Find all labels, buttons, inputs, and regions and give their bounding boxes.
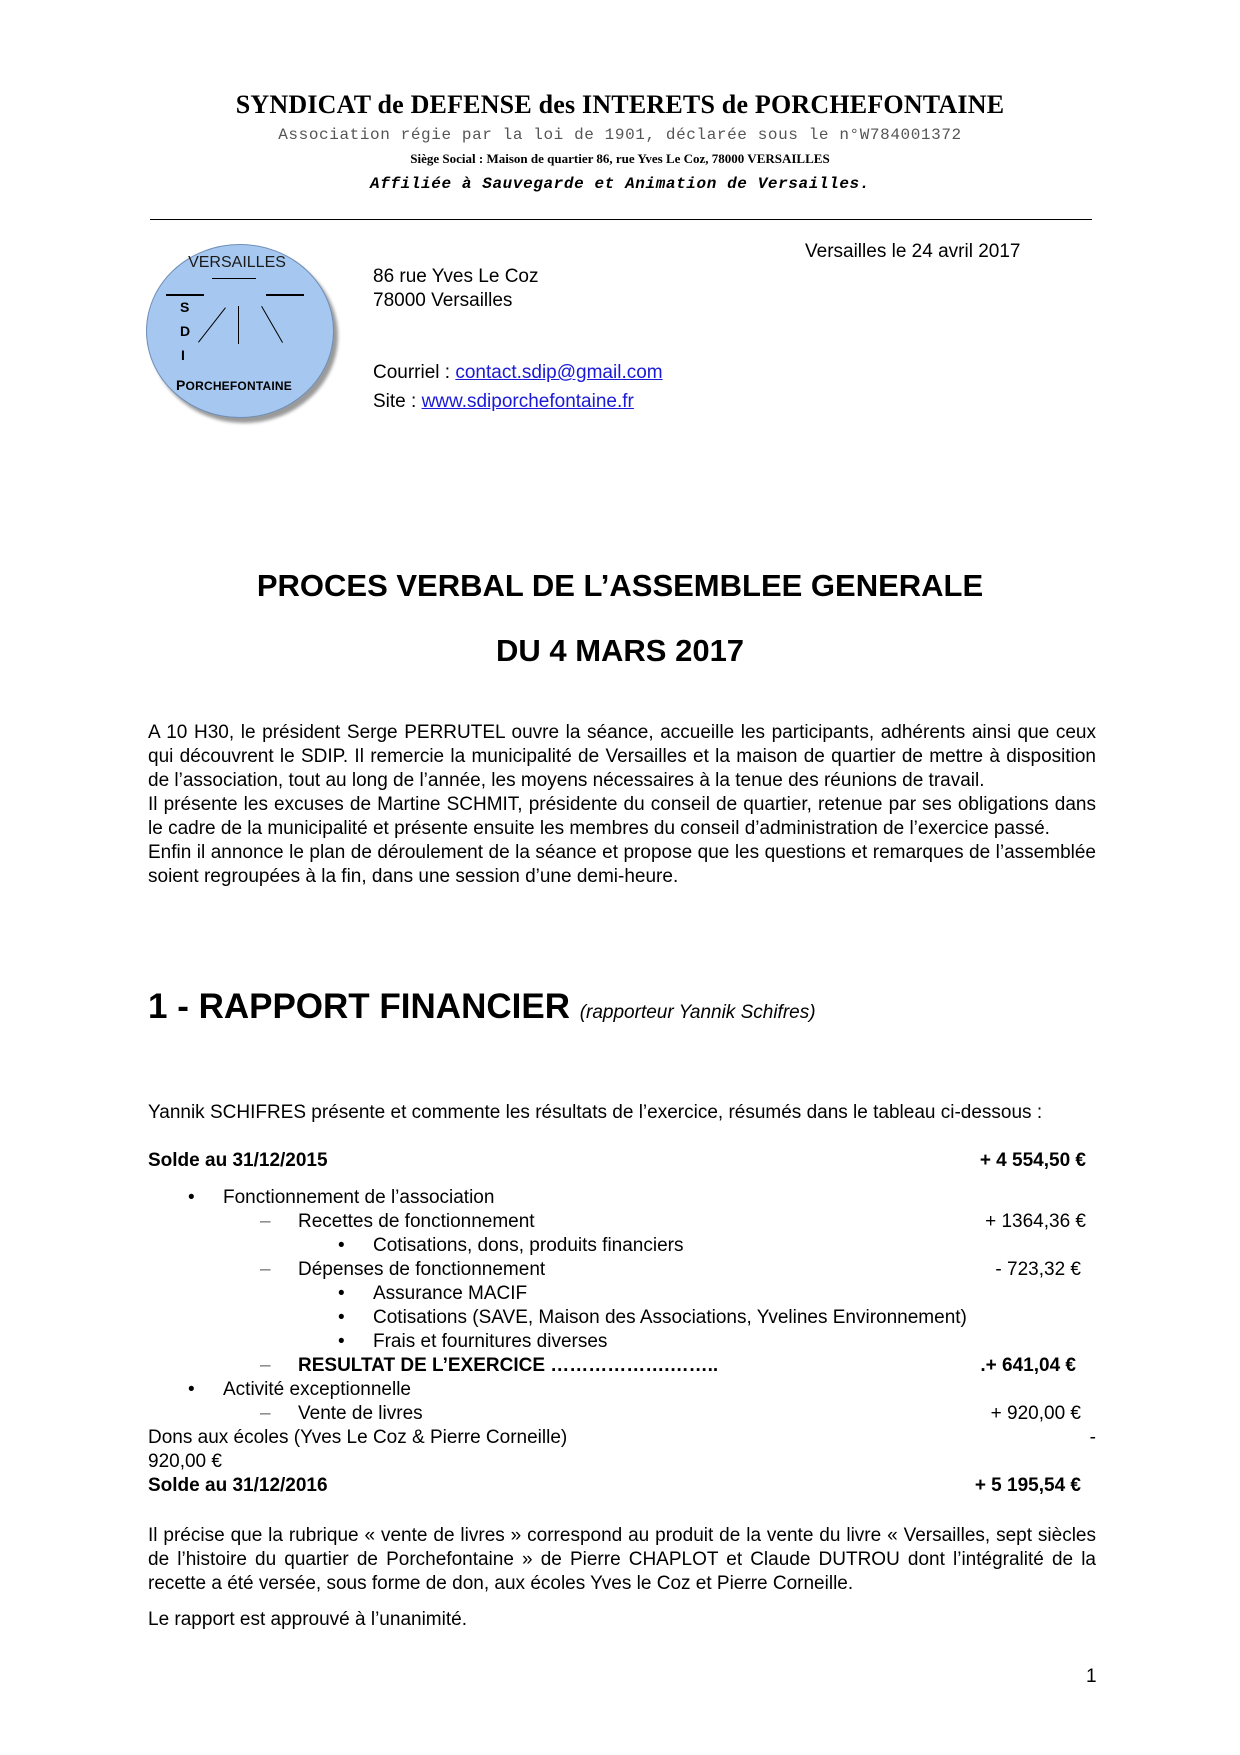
item-amount: - 723,32 € <box>995 1259 1081 1280</box>
dash-icon: – <box>260 1403 271 1424</box>
bullet-icon: • <box>338 1331 345 1352</box>
item-label: Cotisations, dons, produits financiers <box>373 1235 684 1256</box>
logo-top-text: VERSAILLES <box>188 254 286 271</box>
logo-bottom-text <box>176 377 292 393</box>
organization-name: SYNDICAT de DEFENSE des INTERETS de PORCHEFONTAINE <box>235 90 1005 119</box>
affiliation-line: Affiliée à Sauvegarde et Animation de Versailles. <box>370 175 870 193</box>
bullet-icon: • <box>188 1379 195 1400</box>
logo-letter-i: I <box>181 347 185 363</box>
list-item <box>148 1402 1096 1426</box>
section-title: 1 - RAPPORT FINANCIER <box>148 987 570 1026</box>
contact-city: 78000 Versailles <box>373 290 513 311</box>
logo-bottom-rest: ORCHEFONTAINE <box>185 379 292 393</box>
document-title-date: DU 4 MARS 2017 <box>495 633 745 668</box>
item-label: Cotisations (SAVE, Maison des Associations, Yvelines Environnement) <box>373 1307 967 1328</box>
item-label: Vente de livres <box>298 1403 423 1424</box>
item-label: Fonctionnement de l’association <box>223 1187 495 1208</box>
financial-intro: Yannik SCHIFRES présente et commente les résultats de l’exercice, résumés dans le tableau ci-dessous : <box>148 1102 1043 1123</box>
website-link[interactable]: www.sdiporchefontaine.fr <box>421 391 634 412</box>
logo-line <box>212 278 256 279</box>
site-label: Site : <box>373 391 422 412</box>
logo-bottom-initial: P <box>176 377 186 393</box>
section-rapporteur: (rapporteur Yannik Schifres) <box>579 1002 816 1023</box>
page-number: 1 <box>1086 1666 1097 1687</box>
logo-letter-s: S <box>180 299 190 315</box>
legal-registration: Association régie par la loi de 1901, déclarée sous le n°W784001372 <box>278 126 962 144</box>
donation-label: Dons aux écoles (Yves Le Coz & Pierre Corneille) <box>148 1427 568 1448</box>
email-label: Courriel : <box>373 362 456 383</box>
document-title: PROCES VERBAL DE L’ASSEMBLEE GENERALE <box>256 568 984 603</box>
item-label: Assurance MACIF <box>373 1283 528 1304</box>
balance-row-2016 <box>148 1474 1096 1498</box>
item-amount: + 1364,36 € <box>985 1211 1086 1232</box>
result-label: RESULTAT DE L’EXERCICE ……………….…….. <box>298 1355 719 1376</box>
logo-line <box>166 294 204 296</box>
logo-line <box>238 306 239 344</box>
bullet-icon: • <box>338 1235 345 1256</box>
head-office-address: Siège Social : Maison de quartier 86, rue Yves Le Coz, 78000 VERSAILLES <box>410 151 830 166</box>
contact-street: 86 rue Yves Le Coz <box>373 266 539 287</box>
dash-icon: – <box>260 1259 271 1280</box>
balance-row-2015 <box>148 1149 1096 1173</box>
list-item <box>148 1306 1096 1330</box>
dash-icon: – <box>260 1211 271 1232</box>
list-item <box>148 1210 1096 1234</box>
contact-email-line <box>373 362 663 384</box>
document-date: Versailles le 24 avril 2017 <box>805 241 1021 262</box>
sdip-logo <box>146 244 338 422</box>
list-item <box>148 1234 1096 1258</box>
donation-row <box>148 1426 1096 1450</box>
list-item <box>148 1282 1096 1306</box>
bullet-icon: • <box>188 1187 195 1208</box>
logo-line <box>266 294 304 296</box>
email-link[interactable]: contact.sdip@gmail.com <box>455 362 663 383</box>
item-label: Activité exceptionnelle <box>223 1379 411 1400</box>
item-label: Recettes de fonctionnement <box>298 1211 535 1232</box>
intro-paragraph: A 10 H30, le président Serge PERRUTEL ouvre la séance, accueille les participants, adhérents ainsi que ceux qui découvrent le SDIP. Il remercie la municipalité de Versailles et la maison de quartier de mettre à disposition de l’association, tout au long de l’année, les moyens nécessaires à la tenue des réunions de travail. Il présente les excuses de Martine SCHMIT, présidente du conseil de quartier, retenue par ses obligations dans le cadre de la municipalité et présente ensuite les membres du conseil d’administration de l’exercice passé. Enfin il annonce le plan de déroulement de la séance et propose que les questions et remarques de l’assemblée soient regroupées à la fin, dans une session d’une demi-heure. <box>148 722 1096 887</box>
bullet-icon: • <box>338 1283 345 1304</box>
donation-amount-row <box>148 1450 1096 1474</box>
list-item <box>148 1258 1096 1282</box>
contact-site-line <box>373 391 634 413</box>
dash-icon: – <box>260 1355 271 1376</box>
donation-amount: 920,00 € <box>148 1451 222 1472</box>
item-label: Frais et fournitures diverses <box>373 1331 608 1352</box>
header-divider <box>150 219 1092 220</box>
balance-amount: + 5 195,54 € <box>974 1475 1081 1496</box>
item-amount: + 920,00 € <box>990 1403 1081 1424</box>
list-item <box>148 1378 1096 1402</box>
bullet-icon: • <box>338 1307 345 1328</box>
balance-label: Solde au 31/12/2015 <box>148 1150 328 1171</box>
list-item <box>148 1330 1096 1354</box>
balance-amount: + 4 554,50 € <box>979 1150 1086 1171</box>
logo-letter-d: D <box>180 323 191 339</box>
book-sale-paragraph: Il précise que la rubrique « vente de livres » correspond au produit de la vente du livre « Versailles, sept siècles de l’histoire du quartier de Porchefontaine » de Pierre CHAPLOT et Claude DUTROU dont l’intégralité de la recette a été versée, sous forme de don, aux écoles Yves le Coz et Pierre Corneille. <box>148 1525 1096 1594</box>
donation-sign: - <box>1089 1427 1096 1448</box>
result-amount: .+ 641,04 € <box>980 1355 1076 1376</box>
item-label: Dépenses de fonctionnement <box>298 1259 546 1280</box>
section-heading <box>148 987 816 1027</box>
approval-note: Le rapport est approuvé à l’unanimité. <box>148 1609 467 1630</box>
list-item <box>148 1186 1096 1210</box>
balance-label: Solde au 31/12/2016 <box>148 1475 328 1496</box>
result-row <box>148 1354 1096 1378</box>
